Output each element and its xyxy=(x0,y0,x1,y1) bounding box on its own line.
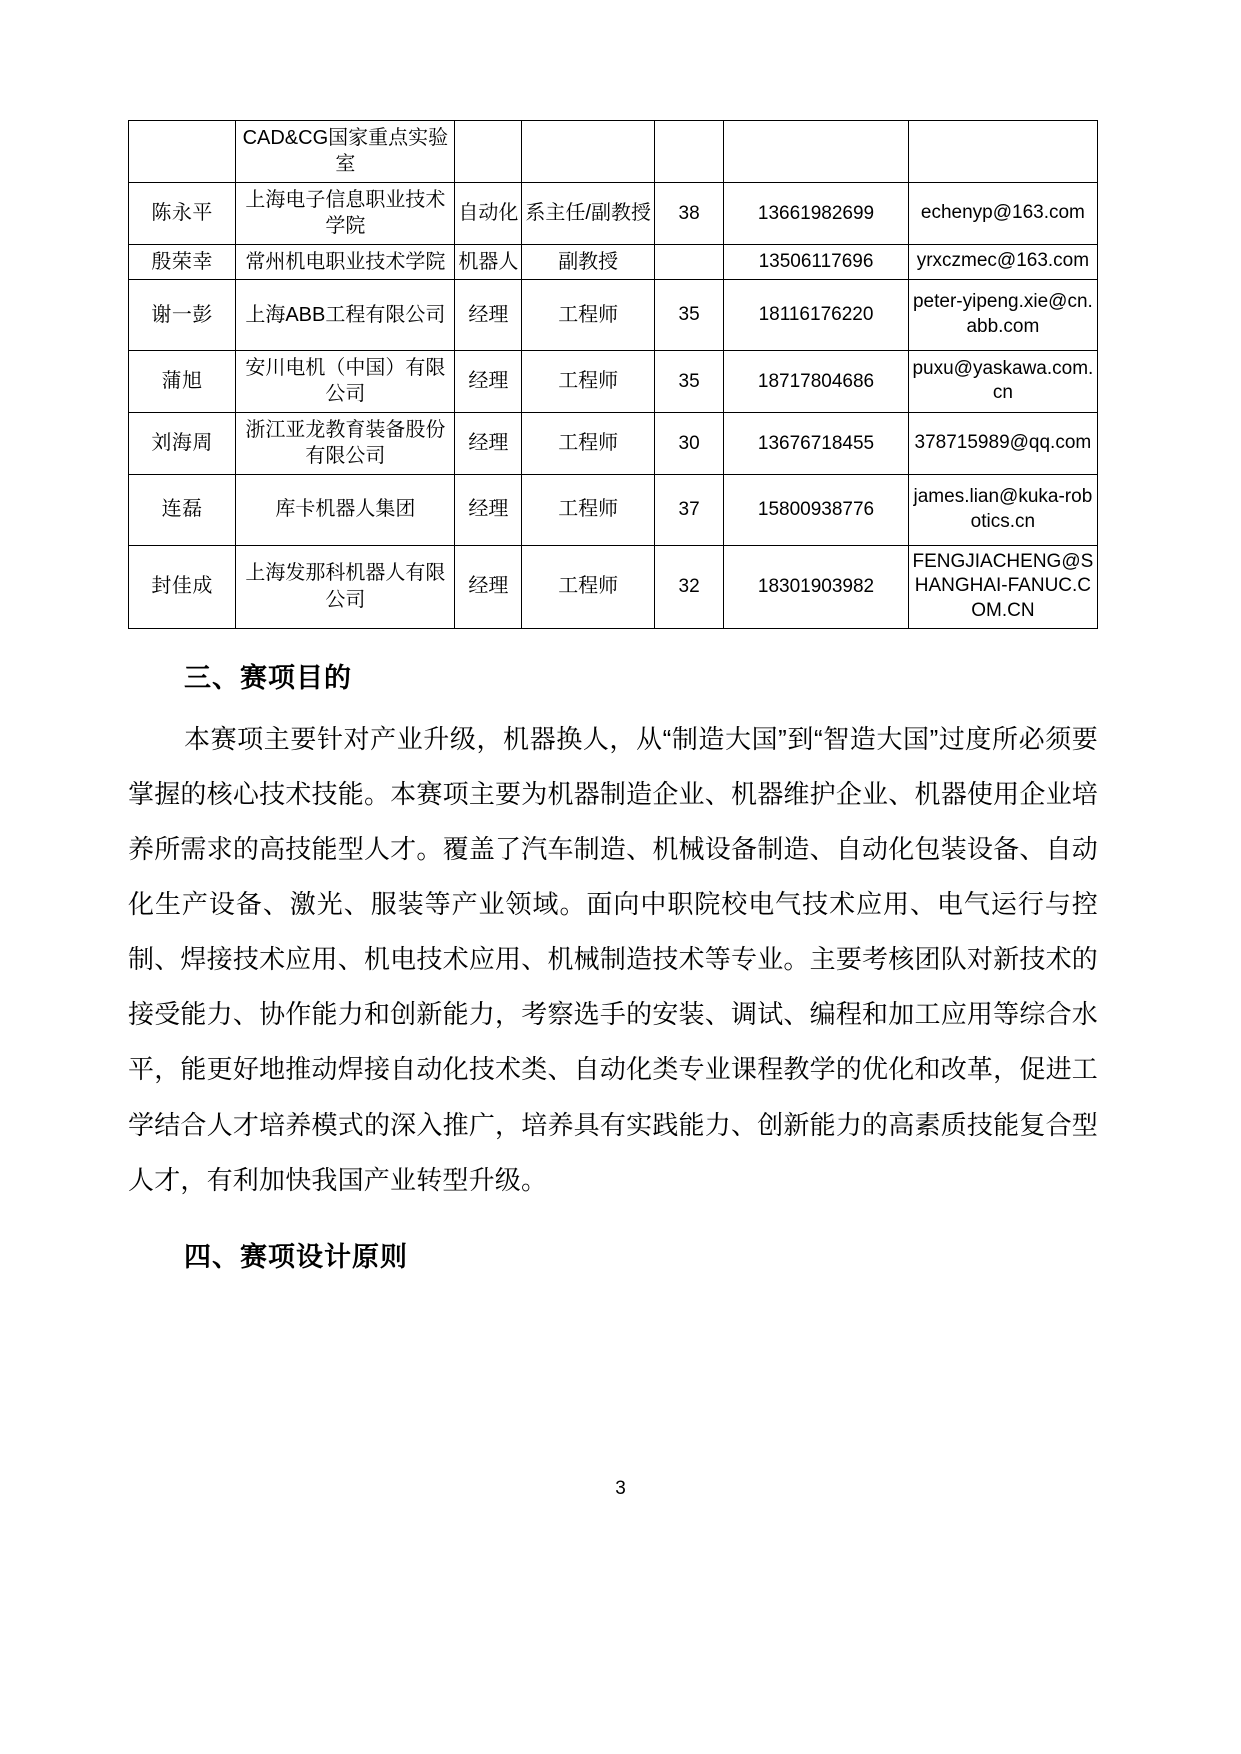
cell-age xyxy=(655,244,724,279)
cell-org: 常州机电职业技术学院 xyxy=(236,244,455,279)
cell-phone: 13676718455 xyxy=(724,412,909,474)
page-number: 3 xyxy=(615,1478,626,1499)
cell-phone: 15800938776 xyxy=(724,474,909,545)
cell-phone xyxy=(724,121,909,183)
cell-org: 浙江亚龙教育装备股份有限公司 xyxy=(236,412,455,474)
section-paragraph-three: 本赛项主要针对产业升级，机器换人，从“制造大国”到“智造大国”过度所必须要掌握的核心技术技能。本赛项主要为机器制造企业、机器维护企业、机器使用企业培养所需求的高技能型人才。覆盖了汽车制造、机械设备制造、自动化包装设备、自动化生产设备、激光、服装等产业领域。面向中职院校电气技术应用、电气运行与控制、焊接技术应用、机电技术应用、机械制造技术等专业。主要考核团队对新技术的接受能力、协作能力和创新能力，考察选手的安装、调试、编程和加工应用等综合水平，能更好地推动焊接自动化技术类、自动化类专业课程教学的优化和改革，促进工学结合人才培养模式的深入推广，培养具有实践能力、创新能力的高素质技能复合型人才，有利加快我国产业转型升级。 xyxy=(128,723,1098,1195)
cell-title: 副教授 xyxy=(522,244,655,279)
cell-dept: 机器人 xyxy=(455,244,522,279)
cell-email xyxy=(908,121,1097,183)
cell-phone: 13661982699 xyxy=(724,182,909,244)
cell-age: 35 xyxy=(655,350,724,412)
table-row xyxy=(129,474,1098,545)
cell-age: 38 xyxy=(655,182,724,244)
cell-dept: 经理 xyxy=(455,412,522,474)
cell-title: 工程师 xyxy=(522,412,655,474)
cell-dept: 自动化 xyxy=(455,182,522,244)
cell-title: 工程师 xyxy=(522,350,655,412)
table-row xyxy=(129,412,1098,474)
cell-title: 系主任/副教授 xyxy=(522,182,655,244)
cell-title xyxy=(522,121,655,183)
cell-name: 封佳成 xyxy=(129,545,236,628)
cell-email: puxu@yaskawa.com.cn xyxy=(908,350,1097,412)
cell-name: 刘海周 xyxy=(129,412,236,474)
cell-age: 35 xyxy=(655,279,724,350)
cell-dept: 经理 xyxy=(455,545,522,628)
cell-name: 谢一彭 xyxy=(129,279,236,350)
cell-email: james.lian@kuka-robotics.cn xyxy=(908,474,1097,545)
cell-name: 连磊 xyxy=(129,474,236,545)
cell-dept: 经理 xyxy=(455,279,522,350)
table-row xyxy=(129,244,1098,279)
cell-org: 上海电子信息职业技术学院 xyxy=(236,182,455,244)
cell-name: 殷荣幸 xyxy=(129,244,236,279)
cell-phone: 18717804686 xyxy=(724,350,909,412)
cell-org: 上海发那科机器人有限公司 xyxy=(236,545,455,628)
cell-email: 378715989@qq.com xyxy=(908,412,1097,474)
cell-dept xyxy=(455,121,522,183)
section-heading-four: 四、赛项设计原则 xyxy=(184,1241,408,1272)
table-row xyxy=(129,121,1098,183)
cell-age: 32 xyxy=(655,545,724,628)
cell-org: 安川电机（中国）有限公司 xyxy=(236,350,455,412)
cell-email: peter-yipeng.xie@cn.abb.com xyxy=(908,279,1097,350)
cell-name: 蒲旭 xyxy=(129,350,236,412)
expert-contact-table xyxy=(128,120,1098,629)
table-row xyxy=(129,350,1098,412)
cell-email: echenyp@163.com xyxy=(908,182,1097,244)
table-row xyxy=(129,279,1098,350)
cell-dept: 经理 xyxy=(455,350,522,412)
page-content xyxy=(128,120,1098,1279)
cell-title: 工程师 xyxy=(522,545,655,628)
cell-title: 工程师 xyxy=(522,474,655,545)
table-row xyxy=(129,182,1098,244)
cell-name: 陈永平 xyxy=(129,182,236,244)
cell-title: 工程师 xyxy=(522,279,655,350)
cell-phone: 18301903982 xyxy=(724,545,909,628)
cell-age xyxy=(655,121,724,183)
cell-age: 37 xyxy=(655,474,724,545)
cell-age: 30 xyxy=(655,412,724,474)
cell-name xyxy=(129,121,236,183)
cell-dept: 经理 xyxy=(455,474,522,545)
cell-org: CAD&CG国家重点实验室 xyxy=(236,121,455,183)
section-heading-three: 三、赛项目的 xyxy=(184,662,352,693)
cell-org: 上海ABB工程有限公司 xyxy=(236,279,455,350)
cell-email: FENGJIACHENG@SHANGHAI-FANUC.COM.CN xyxy=(908,545,1097,628)
cell-phone: 18116176220 xyxy=(724,279,909,350)
table-row xyxy=(129,545,1098,628)
cell-phone: 13506117696 xyxy=(724,244,909,279)
cell-org: 库卡机器人集团 xyxy=(236,474,455,545)
cell-email: yrxczmec@163.com xyxy=(908,244,1097,279)
